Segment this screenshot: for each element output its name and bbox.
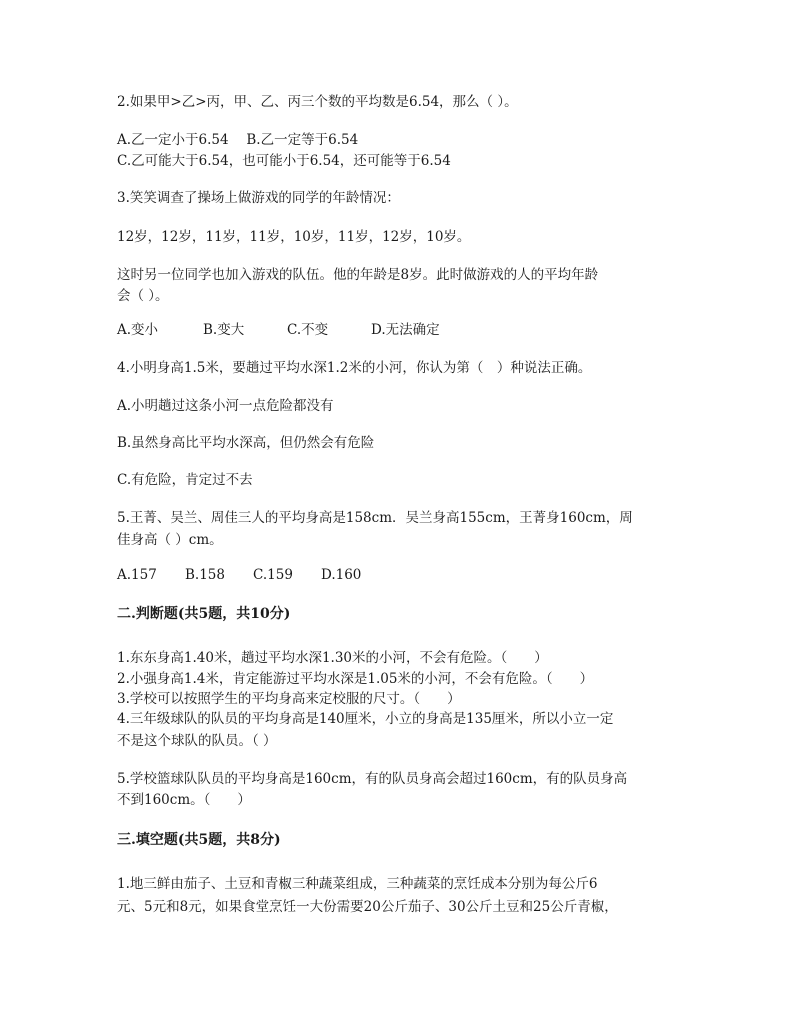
q3-stem: 3.笑笑调查了操场上做游戏的同学的年龄情况： — [117, 190, 400, 206]
q3-option-a: A.变小 — [117, 322, 159, 338]
q4-option-a: A.小明趟过这条小河一点危险都没有 — [117, 398, 334, 414]
judge-item-2: 2.小强身高1.4米，肯定能游过平均水深是1.05米的小河，不会有危险。（ ） — [117, 671, 594, 687]
q3-ages: 12岁，12岁，11岁，11岁，10岁，11岁，12岁，10岁。 — [117, 229, 471, 245]
q5-options — [117, 565, 379, 585]
q5-text-line-2: 佳身高（ ）cm。 — [117, 532, 223, 548]
q4-option-b: B.虽然身高比平均水深高，但仍然会有危险 — [117, 435, 375, 451]
q2-options-line-b: C.乙可能大于6.54，也可能小于6.54，还可能等于6.54 — [117, 153, 451, 169]
fill-item-1-line-2: 元、5元和8元，如果食堂烹饪一大份需要20公斤茄子、30公斤土豆和25公斤青椒， — [117, 899, 618, 915]
section-2-heading: 二.判断题(共5题，共10分) — [117, 606, 291, 622]
q3-text-line-2: 会（ ）。 — [117, 288, 169, 304]
q4-option-c: C.有危险，肯定过不去 — [117, 472, 253, 488]
q2-stem: 2.如果甲>乙>丙，甲、乙、丙三个数的平均数是6.54，那么（ ）。 — [117, 94, 518, 110]
q5-option-b: B.158 — [185, 567, 225, 583]
q3-option-d: D.无法确定 — [371, 322, 440, 338]
q5-option-a: A.157 — [117, 567, 157, 583]
q5-option-c: C.159 — [253, 567, 293, 583]
judge-item-4-line-1: 4.三年级球队的队员的平均身高是140厘米，小立的身高是135厘米，所以小立一定 — [117, 711, 614, 727]
q5-text-line-1: 5.王菁、吴兰、周佳三人的平均身高是158cm．吴兰身高155cm，王菁身160cm，周 — [117, 510, 633, 526]
q3-option-b: B.变大 — [203, 322, 245, 338]
q4-stem: 4.小明身高1.5米，要趟过平均水深1.2米的小河，你认为第（ ）种说法正确。 — [117, 360, 592, 376]
q3-options — [117, 320, 458, 340]
q2-options-line-a: A.乙一定小于6.54 B.乙一定等于6.54 — [117, 132, 359, 148]
judge-item-5-line-1: 5.学校篮球队队员的平均身高是160cm，有的队员身高会超过160cm，有的队员身高 — [117, 771, 628, 787]
q3-text-line-1: 这时另一位同学也加入游戏的队伍。他的年龄是8岁。此时做游戏的人的平均年龄 — [117, 267, 599, 283]
fill-item-1-line-1: 1.地三鲜由茄子、土豆和青椒三种蔬菜组成，三种蔬菜的烹饪成本分别为每公斤6 — [117, 876, 598, 892]
judge-item-3: 3.学校可以按照学生的平均身高来定校服的尺寸。（ ） — [117, 691, 461, 707]
section-3-heading: 三.填空题(共5题，共8分) — [117, 832, 281, 848]
q5-option-d: D.160 — [321, 567, 362, 583]
judge-item-1: 1.东东身高1.40米，趟过平均水深1.30米的小河，不会有危险。（ ） — [117, 650, 548, 666]
judge-item-4-line-2: 不是这个球队的队员。（ ） — [117, 733, 277, 749]
q3-option-c: C.不变 — [287, 322, 329, 338]
judge-item-5-line-2: 不到160cm。（ ） — [117, 792, 251, 808]
